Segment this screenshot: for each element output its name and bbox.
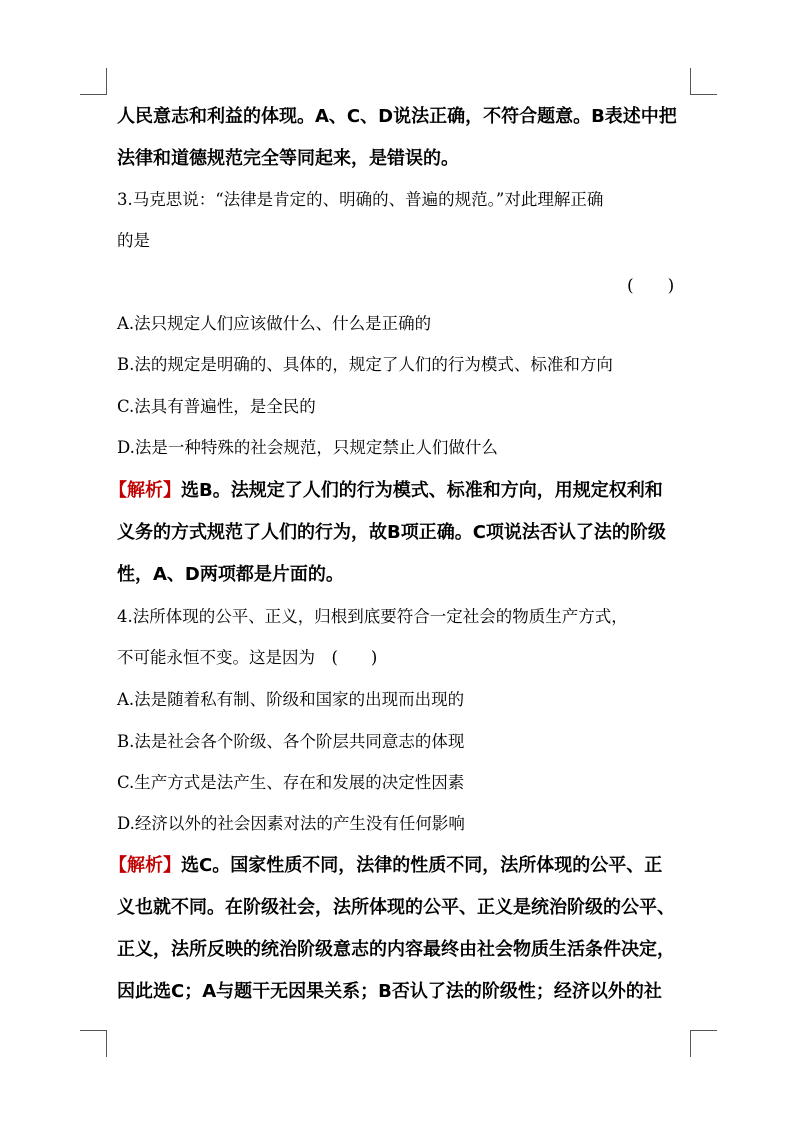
analysis-text-line: 义也就不同。在阶级社会，法所体现的公平、正义是统治阶级的公平、: [117, 897, 675, 918]
analysis-text-line: 性，A、D两项都是片面的。: [117, 564, 344, 585]
analysis-text-line: 因此选C；A与题干无因果关系；B否认了法的阶级性；经济以外的社: [117, 981, 662, 1002]
question-4-stem-continued: 不可能永恒不变。这是因为 ( ): [117, 648, 378, 667]
analysis-text-line: 正义，法所反映的统治阶级意志的内容最终由社会物质生活条件决定，: [117, 939, 675, 960]
analysis-text-line: 义务的方式规范了人们的行为，故B项正确。C项说法否认了法的阶级: [117, 522, 666, 543]
analysis-text: 选B。法规定了人们的行为模式、标准和方向，用规定权利和: [181, 480, 663, 501]
crop-mark-top-left: [80, 68, 107, 95]
answer-bracket: ( ): [627, 276, 675, 296]
analysis-tag: 【解析】: [109, 855, 181, 876]
option-d: D.法是一种特殊的社会规范，只规定禁止人们做什么: [117, 438, 498, 457]
question-4-stem: 4.法所体现的公平、正义，归根到底要符合一定社会的物质生产方式，: [117, 607, 628, 626]
analysis-line: [109, 480, 663, 502]
analysis-text-line: 人民意志和利益的体现。A、C、D说法正确，不符合题意。B表述中把: [117, 106, 677, 127]
option-b: B.法的规定是明确的、具体的，规定了人们的行为模式、标准和方向: [117, 355, 613, 374]
crop-mark-top-right: [690, 68, 717, 95]
analysis-tag: 【解析】: [109, 480, 181, 501]
option-c: C.法具有普遍性，是全民的: [117, 397, 316, 416]
option-d: D.经济以外的社会因素对法的产生没有任何影响: [117, 814, 465, 833]
option-c: C.生产方式是法产生、存在和发展的决定性因素: [117, 773, 465, 792]
analysis-text-line: 法律和道德规范完全等同起来，是错误的。: [117, 148, 459, 169]
question-3-stem: 3.马克思说：“法律是肯定的、明确的、普遍的规范。”对此理解正确: [117, 190, 604, 209]
option-a: A.法只规定人们应该做什么、什么是正确的: [117, 314, 432, 333]
analysis-text: 选C。国家性质不同，法律的性质不同，法所体现的公平、正: [181, 855, 663, 876]
question-3-stem-continued: 的是: [117, 231, 150, 250]
crop-mark-bottom-right: [690, 1030, 717, 1057]
analysis-line: [109, 855, 662, 877]
option-b: B.法是社会各个阶级、各个阶层共同意志的体现: [117, 732, 465, 751]
crop-mark-bottom-left: [80, 1030, 107, 1057]
option-a: A.法是随着私有制、阶级和国家的出现而出现的: [117, 690, 465, 709]
